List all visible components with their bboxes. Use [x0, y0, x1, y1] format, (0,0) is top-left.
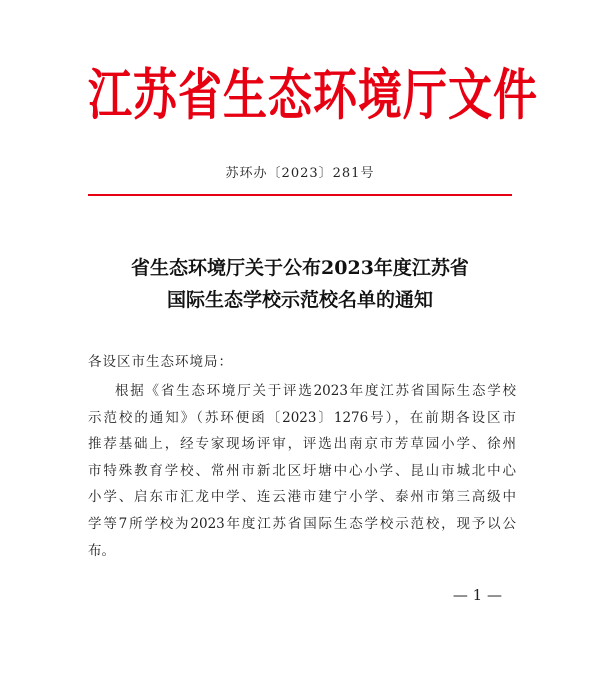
body-line: 学等7所学校为2023年度江苏省国际生态学校示范校，现予以公	[88, 515, 516, 532]
body-line: 布。	[88, 542, 115, 559]
body-line: 小学、启东市汇龙中学、连云港市建宁小学、泰州市第三高级中	[88, 489, 516, 506]
body-line: 根据《省生态环境厅关于评选2023年度江苏省国际生态学校	[115, 383, 516, 399]
body-text	[88, 378, 516, 564]
document-number: 苏环办〔2023〕281号	[225, 166, 375, 181]
body-line: 推荐基础上，经专家现场评审，评选出南京市芳草园小学、徐州	[88, 436, 516, 453]
body-line: 市特殊教育学校、常州市新北区圩塘中心小学、昆山市城北中心	[88, 462, 516, 479]
red-divider-line	[88, 194, 512, 196]
title-line-1: 省生态环境厅关于公布2023年度江苏省	[131, 257, 469, 279]
title-line-2: 国际生态学校示范校名单的通知	[166, 289, 433, 311]
body-line: 示范校的通知》（苏环便函〔2023〕1276号），在前期各设区市	[88, 409, 516, 426]
page-number: — 1 —	[452, 586, 502, 604]
recipient-line: 各设区市生态环境局：	[88, 354, 233, 370]
issuer-header: 江苏省生态环境厅文件	[88, 63, 538, 128]
document-title	[0, 252, 600, 316]
